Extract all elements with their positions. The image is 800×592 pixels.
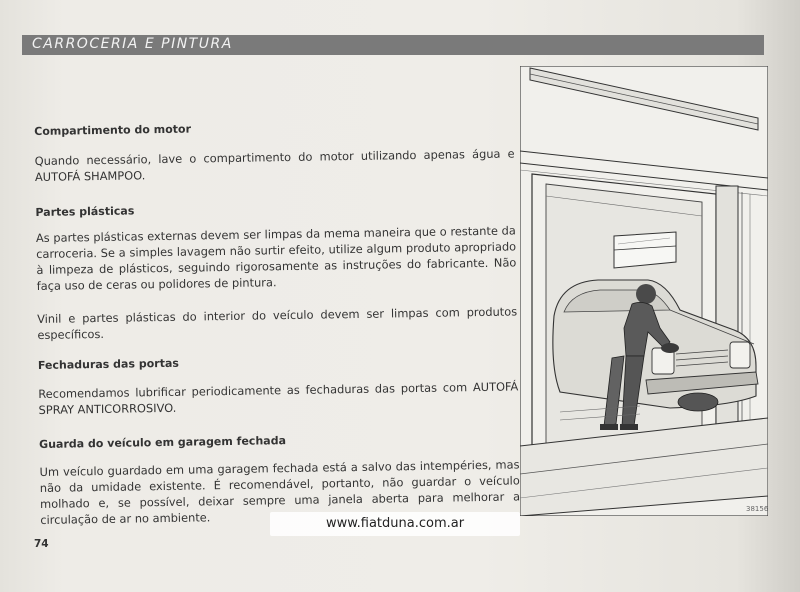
garage-car-washing-illustration <box>520 66 768 516</box>
heading-plastic-parts: Partes plásticas <box>35 204 135 219</box>
paragraph-door-locks: Recomendamos lubrificar periodicamente as fechaduras das portas com AUTOFÁ SPRAY ANTICORROSIVO. <box>38 379 519 417</box>
heading-garage-storage: Guarda do veículo em garagem fechada <box>39 434 287 451</box>
paragraph-garage-storage: Um veículo guardado em uma garagem fechada está a salvo das intempéries, mas não da umidade existente. É recomendável, portanto, não guardar o veículo molhado e, se possível, deixar sempre uma janela aberta para melhorar a circulação de ar no ambiente. <box>39 457 521 527</box>
heading-door-locks: Fechaduras das portas <box>37 356 179 372</box>
heading-engine-compartment: Compartimento do motor <box>34 122 192 138</box>
paragraph-plastic-parts-exterior: As partes plásticas externas devem ser limpas da mema maneira que o restante da carroceria. Se a simples lavagem não surtir efeito, utilize algum produto apropriado à limpeza de plásticos, seguindo rigorosamente as instruções do fabricante. Não faça uso de ceras ou polidores de pintura. <box>35 223 517 293</box>
watermark-url[interactable]: www.fiatduna.com.ar <box>270 512 520 536</box>
paragraph-engine-compartment: Quando necessário, lave o compartimento do motor utilizando apenas água e AUTOFÁ SHAMPOO. <box>34 146 515 184</box>
figure-number: 38156 <box>746 505 769 513</box>
section-header-bar <box>22 35 764 55</box>
paragraph-plastic-parts-interior: Vinil e partes plásticas do interior do veículo devem ser limpas com produtos específicos. <box>37 304 518 342</box>
page-number: 74 <box>34 538 49 550</box>
section-title: CARROCERIA E PINTURA <box>32 36 233 52</box>
